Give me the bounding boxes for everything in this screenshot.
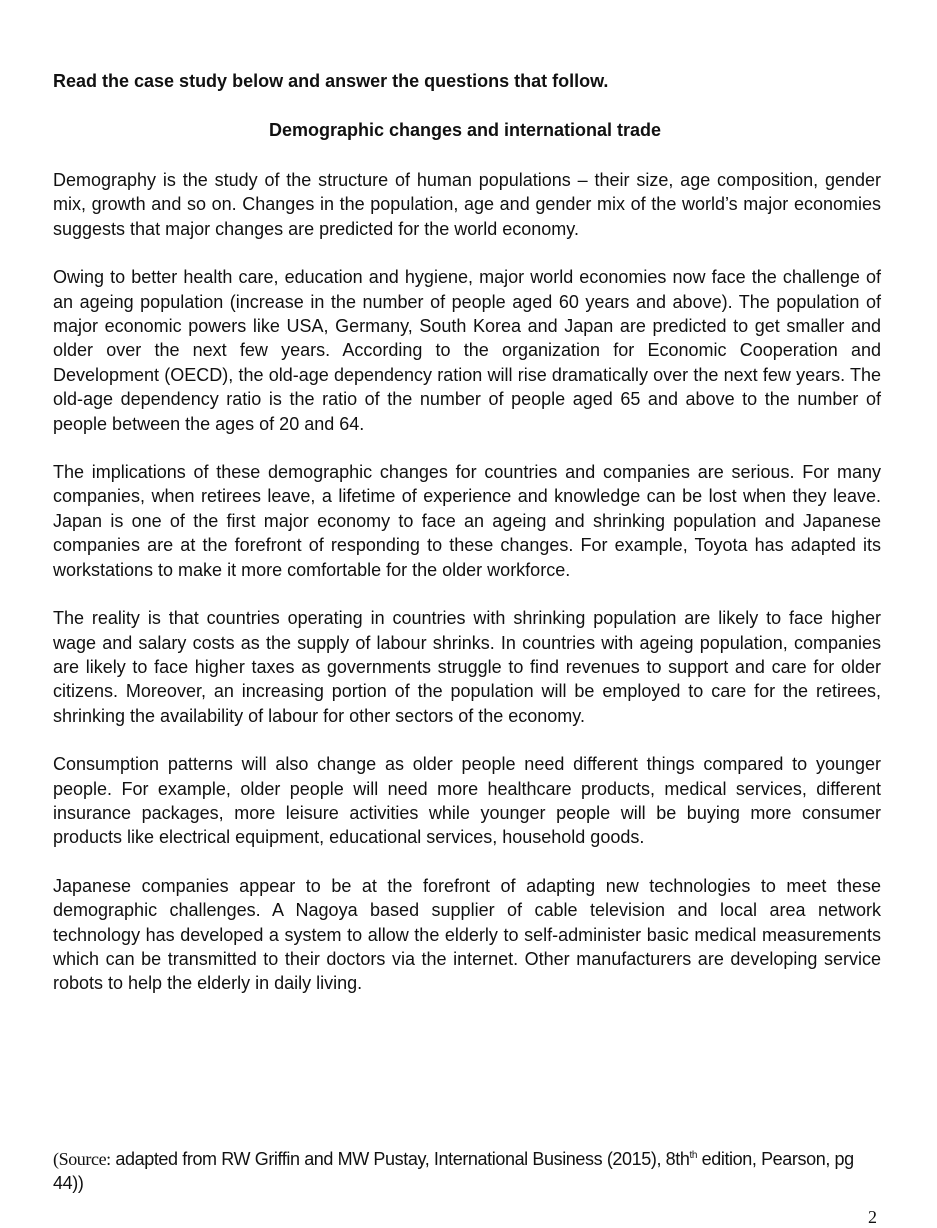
paragraph: The implications of these demographic changes for countries and companies are serious. For many companies, when retirees leave, a lifetime of experience and knowledge can be lost when they leave. Japan is one of the first major economy to face an ageing and shrinking population and Japanese companies are at the forefront of responding to these changes. For example, Toyota has adapted its workstations to make it more comfortable for the older workforce. <box>53 462 881 580</box>
source-citation <box>53 1144 883 1195</box>
source-suffix: edition, Pearson, pg 44)) <box>53 1149 854 1193</box>
source-superscript: th <box>689 1150 698 1161</box>
instruction-text: Read the case study below and answer the questions that follow. <box>53 71 609 91</box>
source-prefix: (Source: <box>53 1149 111 1169</box>
paragraph: Consumption patterns will also change as older people need different things compared to younger people. For example, older people will need more healthcare products, medical services, different insurance packages, more leisure activities while younger people will be buying more consumer products like electrical equipment, educational services, household goods. <box>53 754 881 848</box>
case-study-body <box>53 168 881 1020</box>
source-text: adapted from RW Griffin and MW Pustay, International Business (2015), 8th <box>110 1149 690 1169</box>
case-study-title: Demographic changes and international trade <box>268 120 662 140</box>
paragraph: Japanese companies appear to be at the forefront of adapting new technologies to meet these demographic challenges. A Nagoya based supplier of cable television and local area network technology has developed a system to allow the elderly to self-administer basic medical measurements which can be transmitted to their doctors via the internet. Other manufacturers are developing service robots to help the elderly in daily living. <box>53 875 881 994</box>
paragraph: The reality is that countries operating in countries with shrinking population are likely to face higher wage and salary costs as the supply of labour shrinks. In countries with ageing population, companies are likely to face higher taxes as governments struggle to find revenues to support and care for older citizens. Moreover, an increasing portion of the population will be employed to care for the retirees, shrinking the availability of labour for other sectors of the economy. <box>53 608 881 726</box>
paragraph: Owing to better health care, education and hygiene, major world economies now face the challenge of an ageing population (increase in the number of people aged 60 years and above). The population of major economic powers like USA, Germany, South Korea and Japan are predicted to get smaller and older over the next few years. According to the organization for Economic Cooperation and Development (OECD), the old-age dependency ration will rise dramatically over the next few years. The old-age dependency ratio is the ratio of the number of people aged 65 and above to the number of people between the ages of 20 and 64. <box>53 267 881 434</box>
page-number: 2 <box>868 1207 877 1227</box>
paragraph: Demography is the study of the structure of human populations – their size, age composition, gender mix, growth and so on. Changes in the population, age and gender mix of the world’s major economies suggests that major changes are predicted for the world economy. <box>53 170 881 239</box>
